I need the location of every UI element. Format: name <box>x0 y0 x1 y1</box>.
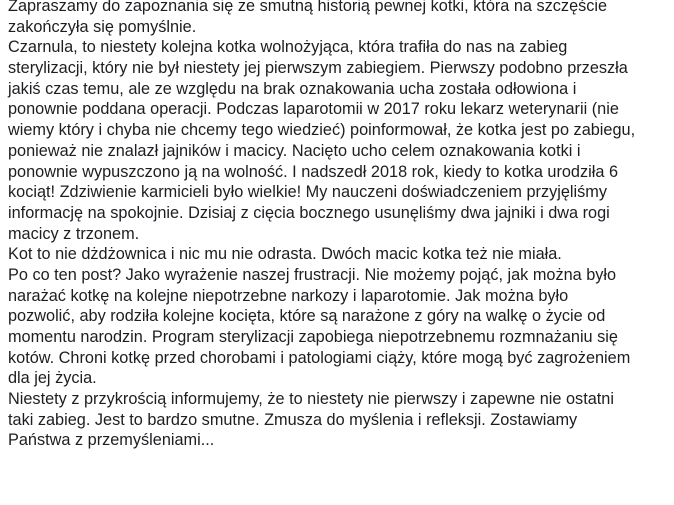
post-line: Zapraszamy do zapoznania się ze smutną historią pewnej kotki, która na szczęście <box>8 0 608 15</box>
post-line: Czarnula, to niestety kolejna kotka wolnożyjąca, która trafiła do nas na zabieg <box>8 38 568 57</box>
post-line: kotów. Chroni kotkę przed chorobami i patologiami ciąży, które mogą być zagrożeniem <box>8 348 631 367</box>
post-line: dla jej życia. <box>8 369 97 388</box>
post-line: macicy z trzonem. <box>8 224 140 243</box>
post-line: ponownie poddana operacji. Podczas laparotomii w 2017 roku lekarz weterynarii (nie <box>8 100 619 119</box>
post-line: momentu narodzin. Program sterylizacji zapobiega niepotrzebnemu rozmnażaniu się <box>8 328 618 346</box>
post-line: Niestety z przykrością informujemy, że to niestety nie pierwszy i zapewne nie ostatni <box>8 390 614 409</box>
post-line: ponieważ nie znalazł jajników i macicy. Nacięto ucho celem oznakowania kotki i <box>8 141 581 160</box>
post-line: zakończyła się pomyślnie. <box>8 17 197 36</box>
post-line: pozwolić, aby rodziła kolejne kocięta, które są narażone z góry na walkę o życie od <box>8 307 606 326</box>
post-line: taki zabieg. Jest to bardzo smutne. Zmusza do myślenia i refleksji. Zostawiamy <box>8 410 578 429</box>
post-line: jakiś czas temu, ale ze względu na brak oznakowania ucha została odłowiona i <box>8 79 577 98</box>
post-line: wiemy który i chyba nie chcemy tego wiedzieć) poinformował, że kotka jest po zabiegu, <box>8 121 636 140</box>
post-line: sterylizacji, który nie był niestety jej pierwszym zabiegiem. Pierwszy podobno przeszła <box>8 59 628 78</box>
post-line: narażać kotkę na kolejne niepotrzebne narkozy i laparotomie. Jak można było <box>8 286 569 305</box>
post-line: Państwa z przemyśleniami... <box>8 431 215 450</box>
post-body <box>8 0 672 451</box>
post-line: informację na spokojnie. Dzisiaj z cięcia bocznego usunęliśmy dwa jajniki i dwa rogi <box>8 203 610 222</box>
post-line: kociąt! Zdziwienie karmicieli było wielkie! My nauczeni doświadczeniem przyjęliśmy <box>8 183 607 202</box>
post-line: Po co ten post? Jako wyrażenie naszej frustracji. Nie możemy pojąć, jak można było <box>8 265 617 284</box>
post-line: Kot to nie dżdżownica i nic mu nie odrasta. Dwóch macic kotka też nie miała. <box>8 245 562 264</box>
post-line: ponownie wypuszczono ją na wolność. I nadszedł 2018 rok, kiedy to kotka urodziła 6 <box>8 162 618 181</box>
